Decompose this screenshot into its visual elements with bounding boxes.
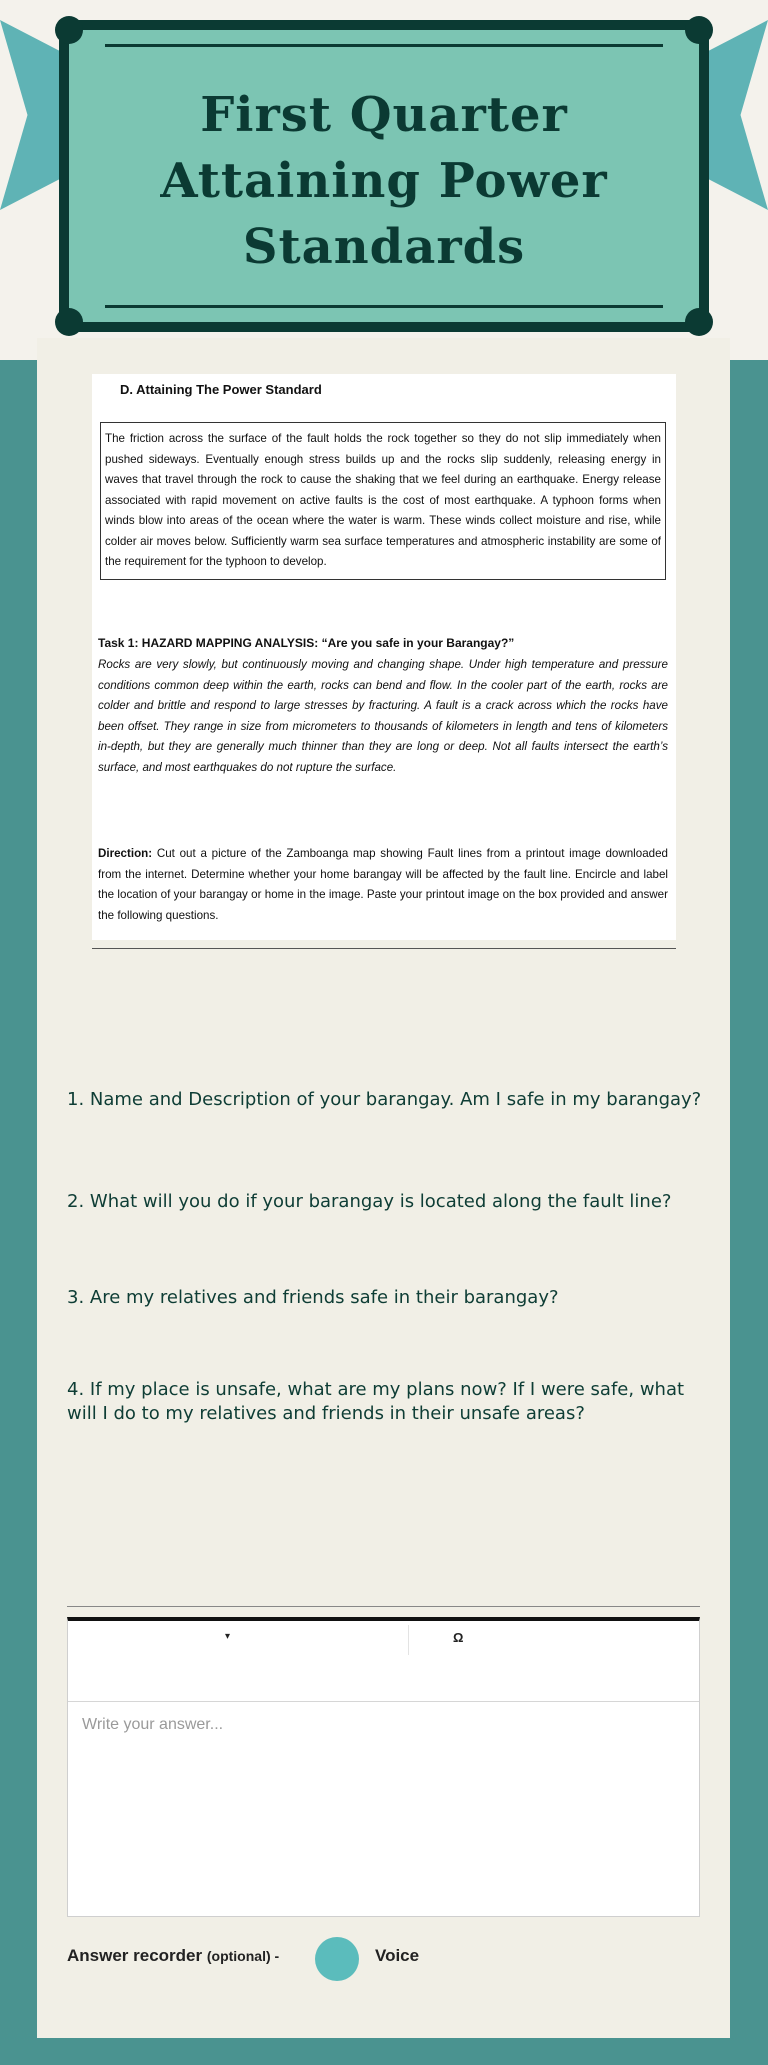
page-title-line: First Quarter <box>200 87 568 143</box>
divider <box>67 1606 700 1607</box>
question-4: 4. If my place is unsafe, what are my plans now? If I were safe, what will I do to my relatives and friends in their unsafe areas? <box>67 1379 685 1424</box>
task-description: Rocks are very slowly, but continuously moving and changing shape. Under high temperature and pressure conditions common deep within the earth, rocks can bend and flow. In the cooler part of the earth, rocks are colder and brittle and respond to large stresses by fracturing. A fault is a crack across which the rocks have been offset. They range in size from micrometers to thousands of kilometers in length and tens of kilometers in-depth, but they are generally much thinner than they are long or deep. Not all faults intersect the earth’s surface, and most earthquakes do not rupture the surface. <box>98 658 668 774</box>
banner-bottom-line <box>105 305 663 308</box>
document-summary-box: The friction across the surface of the fault holds the rock together so they do not slip immediately when pushed sideways. Eventually enough stress builds up and the rocks slip suddenly, releasing energy in waves that travel through the rock to cause the shaking that we feel during an earthquake. Energy release associated with rapid movement on active faults is the cost of most earthquake. A typhoon forms when winds blow into areas of the ocean where the water is warm. These winds collect moisture and rise, while colder air moves below. Sufficiently warm sea surface temperatures and atmospheric instability are some of the requirement for the typhoon to develop. <box>100 422 666 580</box>
banner-corner <box>685 16 713 44</box>
editor-toolbar <box>68 1621 699 1702</box>
answer-input[interactable] <box>68 1702 699 1916</box>
page-title-line: Standards <box>242 219 526 275</box>
record-voice-button[interactable] <box>315 1937 359 1981</box>
page-title-line: Attaining Power <box>160 153 608 209</box>
document-heading: D. Attaining The Power Standard <box>120 382 322 397</box>
banner-corner <box>55 308 83 336</box>
banner-corner <box>55 16 83 44</box>
question-3: 3. Are my relatives and friends safe in their barangay? <box>67 1287 559 1308</box>
answer-recorder-optional: (optional) - <box>206 1948 280 1964</box>
voice-label: Voice <box>375 1946 420 1965</box>
answer-recorder-text: Answer recorder <box>67 1946 203 1965</box>
page-title <box>69 82 699 280</box>
banner-top-line <box>105 44 663 47</box>
answer-recorder-label <box>67 1946 279 1966</box>
task-title: Task 1: HAZARD MAPPING ANALYSIS: “Are you safe in your Barangay?” <box>98 636 515 650</box>
direction-text <box>98 844 668 926</box>
question-2: 2. What will you do if your barangay is located along the fault line? <box>67 1191 672 1212</box>
toolbar-separator <box>408 1625 409 1655</box>
special-character-button[interactable]: Ω <box>453 1630 464 1645</box>
format-dropdown[interactable] <box>68 1621 408 1657</box>
question-1: 1. Name and Description of your barangay. Am I safe in my barangay? <box>67 1089 702 1110</box>
banner-corner <box>685 308 713 336</box>
title-banner <box>59 20 709 332</box>
lesson-document-image <box>92 374 676 940</box>
direction-label: Direction: <box>98 847 153 860</box>
answer-editor <box>67 1617 700 1917</box>
divider <box>92 948 676 949</box>
title-banner-fill <box>69 30 699 322</box>
direction-body: Cut out a picture of the Zamboanga map showing Fault lines from a printout image downloaded from the internet. Determine whether your home barangay will be affected by the fault line. Encircle and label the location of your barangay or home in the image. Paste your printout image on the box provided and answer the following questions. <box>98 847 668 922</box>
chevron-down-icon[interactable]: ▾ <box>225 1631 231 1642</box>
